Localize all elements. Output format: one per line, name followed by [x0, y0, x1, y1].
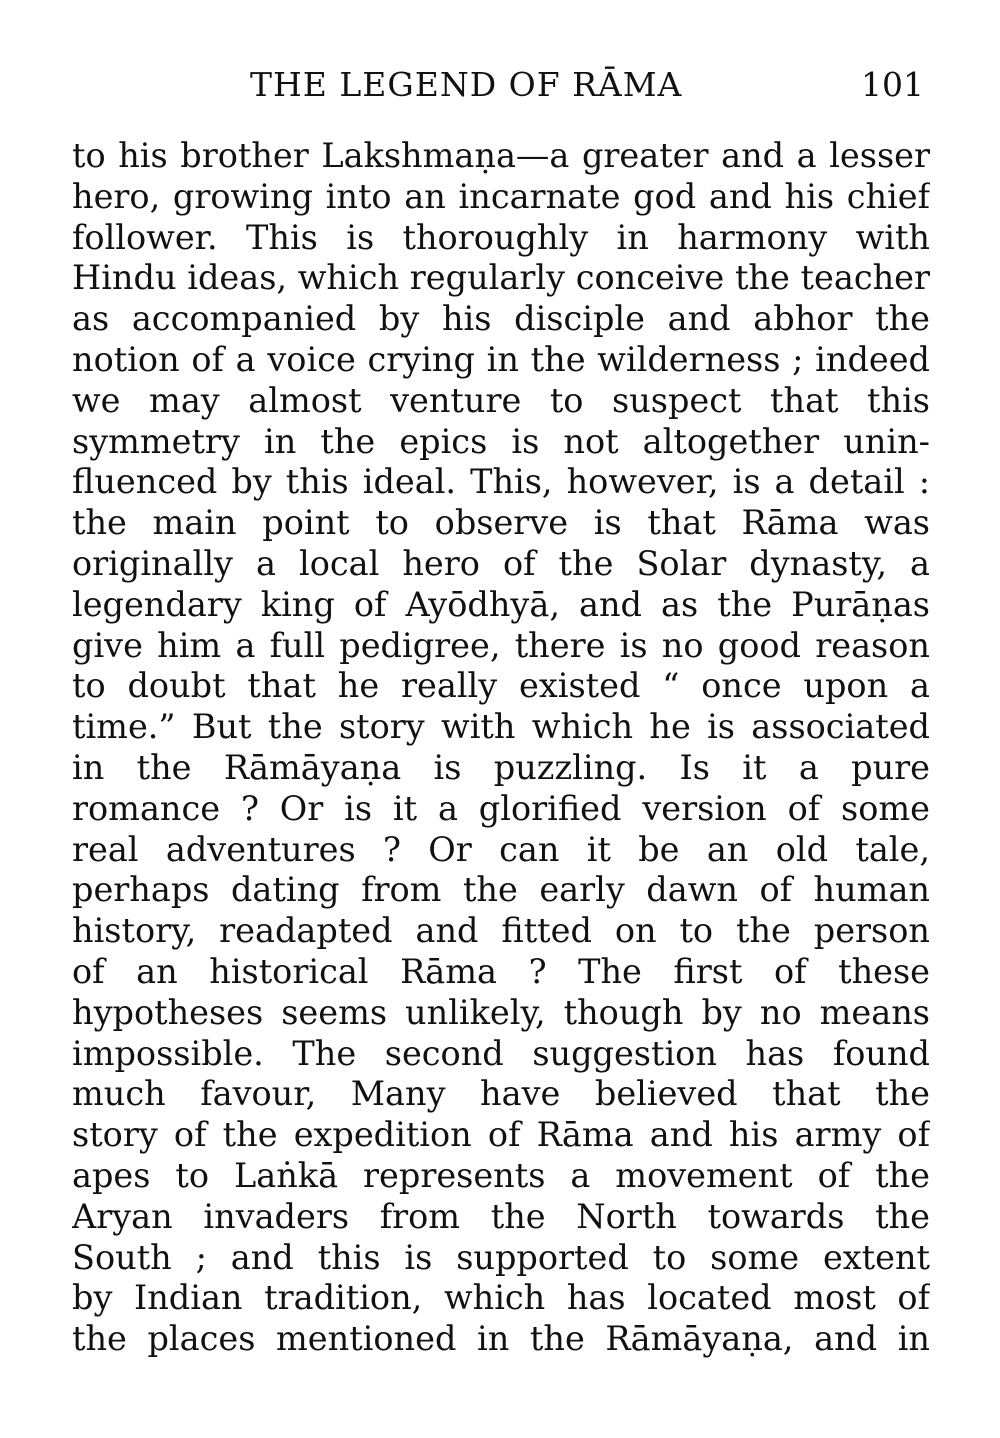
text-line: by Indian tradition, which has located most of	[72, 1278, 930, 1318]
text-line: time.” But the story with which he is associated	[72, 707, 930, 747]
text-line: in the Rāmāyaṇa is puzzling. Is it a pure	[72, 747, 930, 787]
text-line: notion of a voice crying in the wilderness ; indeed	[72, 339, 930, 379]
page-header	[72, 62, 930, 108]
text-line: symmetry in the epics is not altogether unin-	[72, 421, 930, 461]
text-line: history, readapted and fitted on to the person	[72, 911, 930, 951]
text-line: as accompanied by his disciple and abhor the	[72, 299, 930, 339]
text-line: fluenced by this ideal. This, however, is a detail :	[72, 462, 930, 502]
text-line: much favour, Many have believed that the	[72, 1074, 930, 1114]
text-line: to doubt that he really existed “ once upon a	[72, 666, 930, 706]
text-line: Aryan invaders from the North towards the	[72, 1196, 930, 1236]
text-line: Hindu ideas, which regularly conceive the teacher	[72, 258, 930, 298]
text-line: hypotheses seems unlikely, though by no means	[72, 992, 930, 1032]
text-line: impossible. The second suggestion has found	[72, 1033, 930, 1073]
text-line: the main point to observe is that Rāma was	[72, 503, 930, 543]
body-text	[72, 136, 930, 1360]
text-line: give him a full pedigree, there is no good reason	[72, 625, 930, 665]
text-line: apes to Laṅkā represents a movement of the	[72, 1155, 930, 1195]
text-line: we may almost venture to suspect that this	[72, 380, 930, 420]
running-title: THE LEGEND OF RĀMA	[250, 65, 683, 104]
text-line: real adventures ? Or can it be an old tale,	[72, 829, 930, 869]
text-line: South ; and this is supported to some extent	[72, 1237, 930, 1277]
text-line: originally a local hero of the Solar dynasty, a	[72, 543, 930, 583]
text-line: story of the expedition of Rāma and his army of	[72, 1115, 930, 1155]
text-line: perhaps dating from the early dawn of human	[72, 870, 930, 910]
text-line: of an historical Rāma ? The first of these	[72, 951, 930, 991]
text-line: legendary king of Ayōdhyā, and as the Purāṇas	[72, 584, 930, 624]
text-line: to his brother Lakshmaṇa—a greater and a lesser	[72, 136, 930, 175]
text-line: the places mentioned in the Rāmāyaṇa, and in	[72, 1319, 930, 1359]
page-number: 101	[861, 65, 924, 104]
text-line: follower. This is thoroughly in harmony with	[72, 217, 930, 257]
text-line: hero, growing into an incarnate god and his chief	[72, 176, 930, 216]
text-line: romance ? Or is it a glorified version of some	[72, 788, 930, 828]
